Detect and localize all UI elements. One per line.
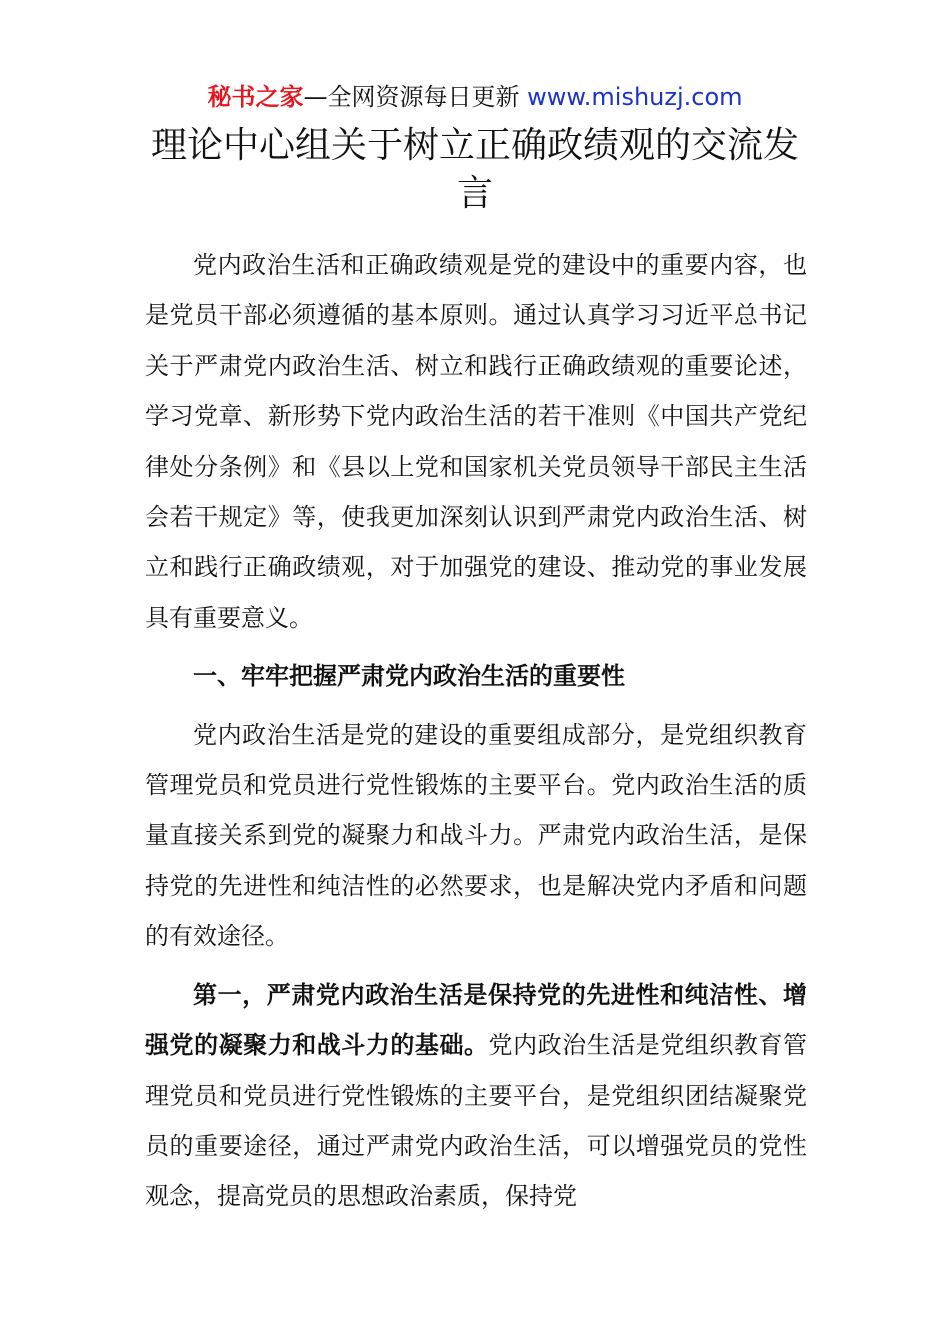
site-banner: [0, 82, 950, 112]
section-1-paragraph: 党内政治生活是党的建设的重要组成部分，是党组织教育管理党员和党员进行党性锻炼的主要平台。党内政治生活的质量直接关系到党的凝聚力和战斗力。严肃党内政治生活，是保持党的先进性和纯洁性的必然要求，也是解决党内矛盾和问题的有效途径。: [145, 720, 807, 951]
section-heading-1: 一、牢牢把握严肃党内政治生活的重要性: [193, 662, 625, 691]
brand-name: 秘书之家: [207, 83, 304, 111]
point-1-paragraph: [145, 970, 807, 1222]
document-title: 理论中心组关于树立正确政绩观的交流发言: [150, 125, 799, 214]
banner-slogan: —全网资源每日更新: [303, 83, 528, 111]
point-1-text: 党内政治生活是党组织教育管理党员和党员进行党性锻炼的主要平台，是党组织团结凝聚党员的重要途径，通过严肃党内政治生活，可以增强党员的党性观念，提高党员的思想政治素质，保持党: [145, 1031, 808, 1211]
document-body: [145, 240, 807, 1222]
point-1-lead: 第一，严肃党内政治生活是保持党的先进性和纯洁性、增强党的凝聚力和战斗力的基础。: [145, 980, 807, 1060]
intro-paragraph: 党内政治生活和正确政绩观是党的建设中的重要内容，也是党员干部必须遵循的基本原则。通过认真学习习近平总书记关于严肃党内政治生活、树立和践行正确政绩观的重要论述，学习党章、新形势下党内政治生活的若干准则《中国共产党纪律处分条例》和《县以上党和国家机关党员领导干部民主生活会若干规定》等，使我更加深刻认识到严肃党内政治生活、树立和践行正确政绩观，对于加强党的建设、推动党的事业发展具有重要意义。: [145, 251, 807, 632]
site-url[interactable]: www.mishuzj.com: [527, 83, 743, 111]
